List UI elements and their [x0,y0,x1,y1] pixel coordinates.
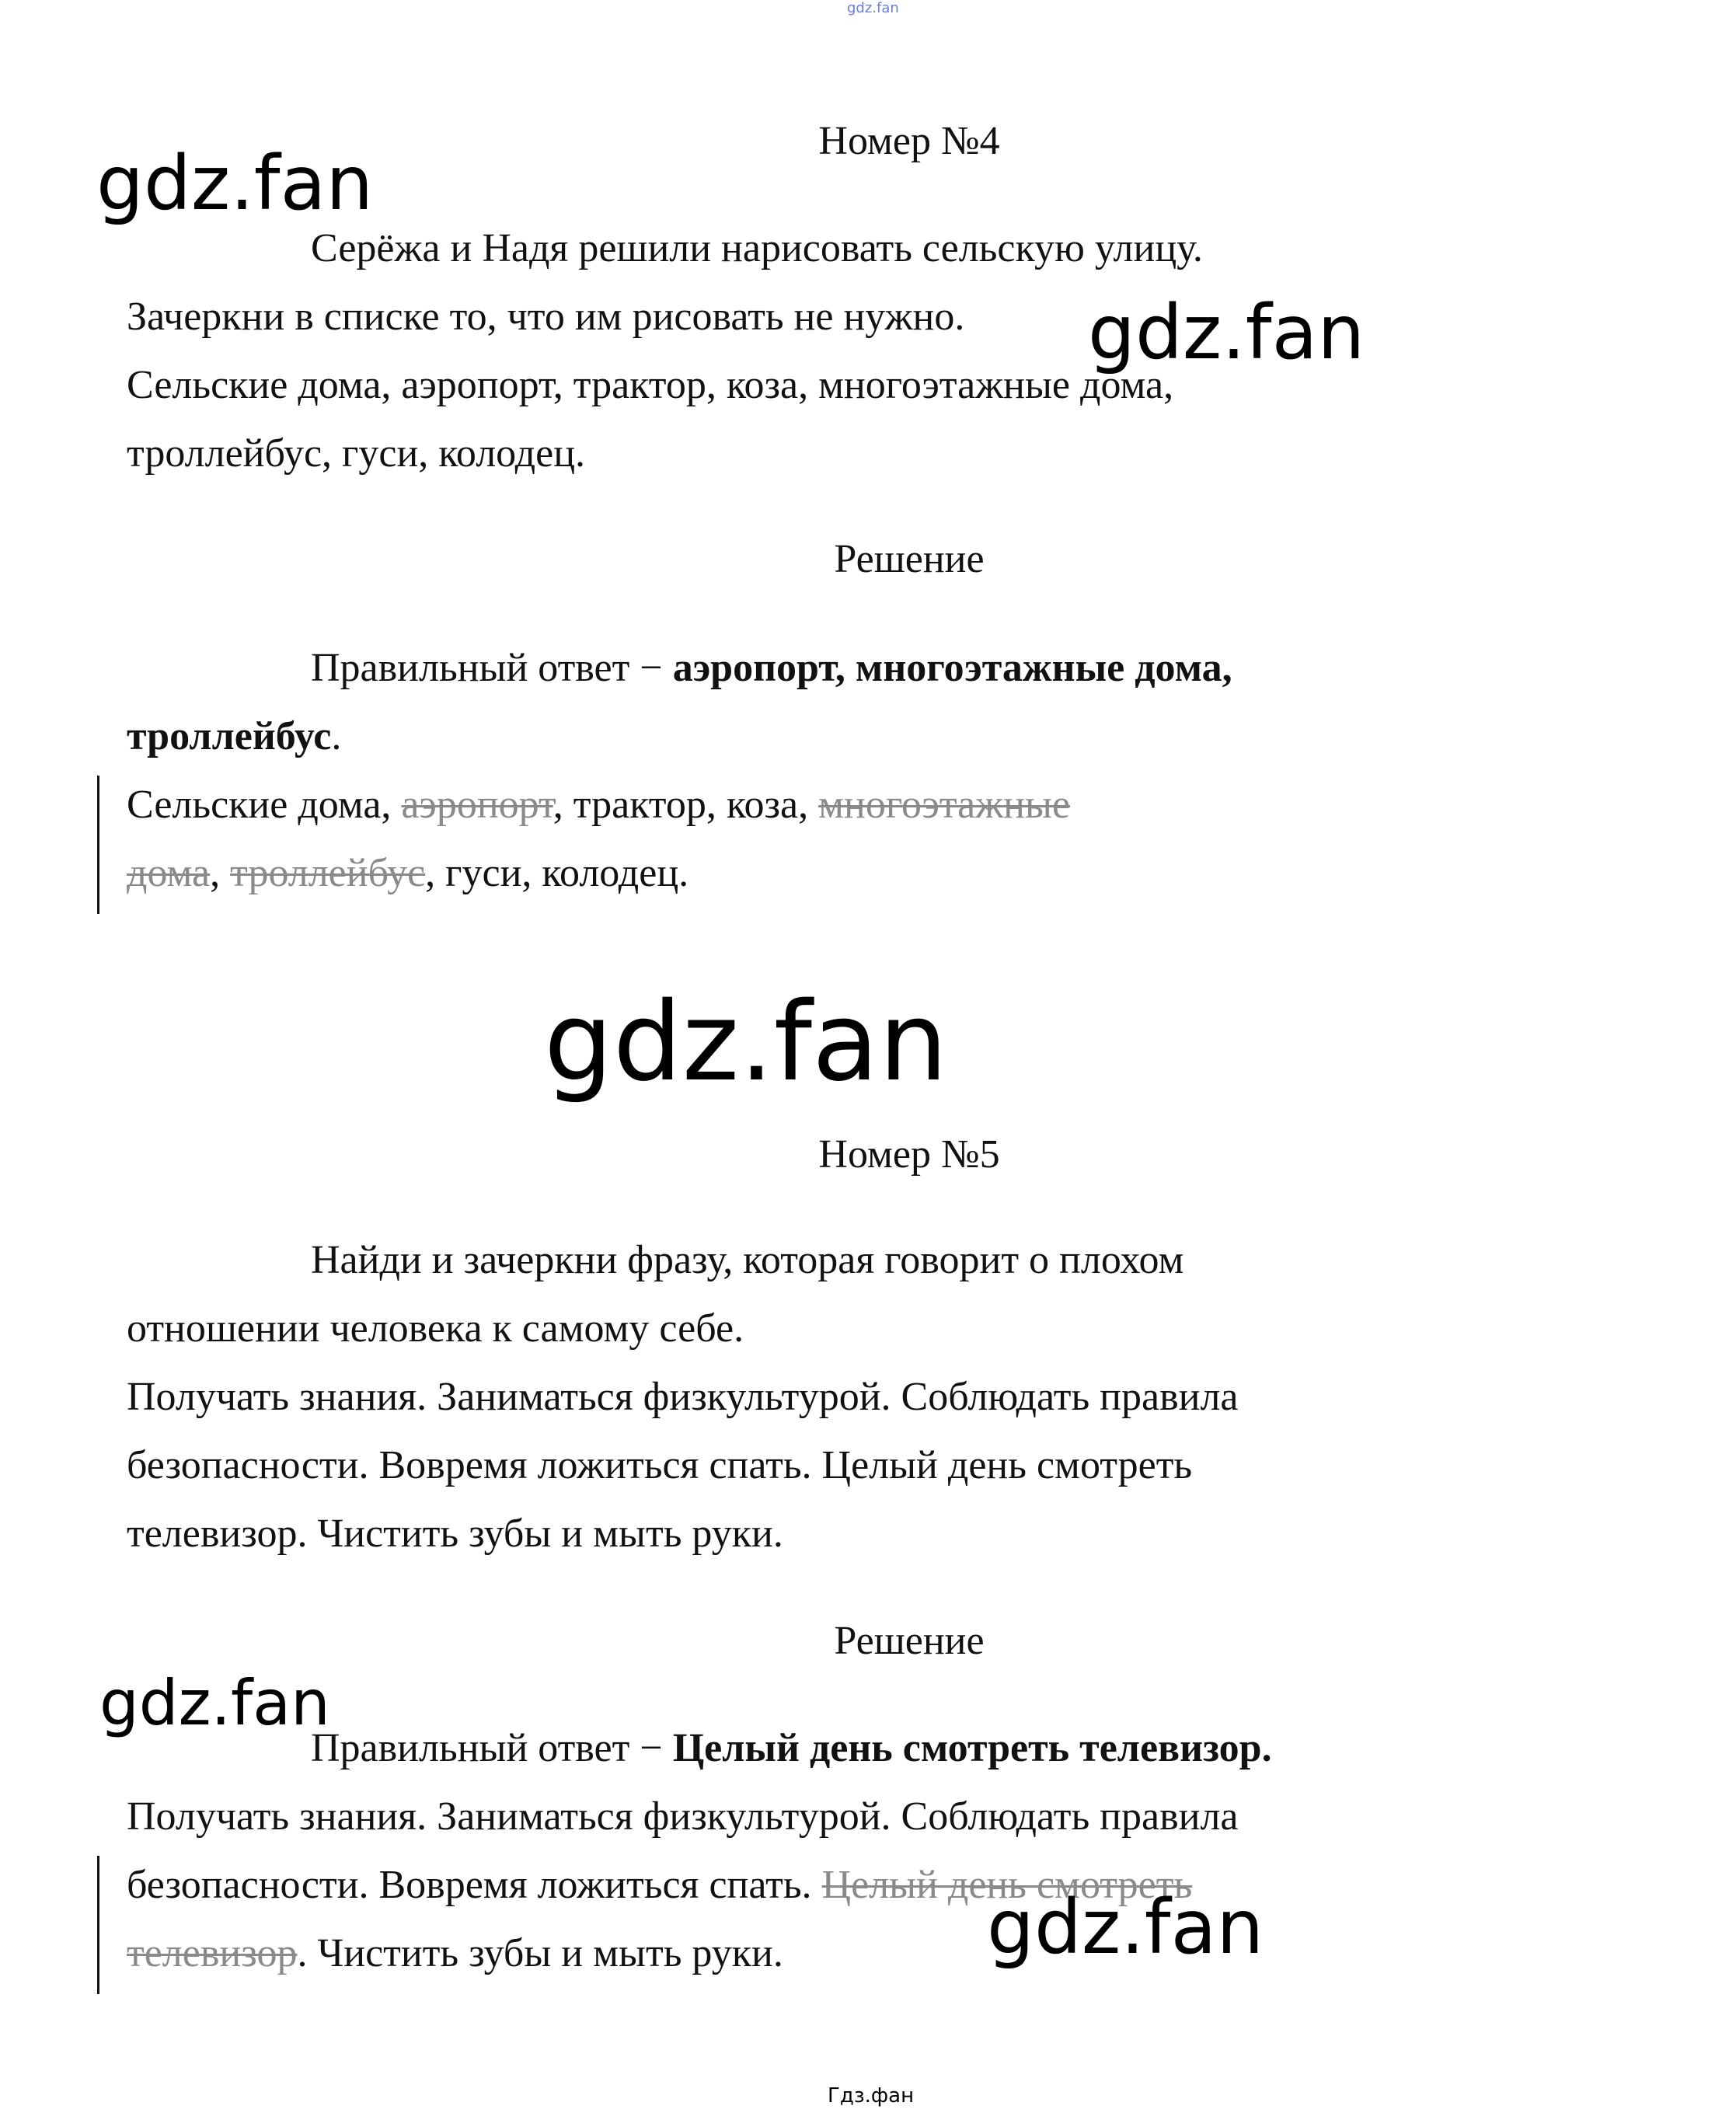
watermark: gdz.fan [96,140,374,227]
task5-solution-title: Решение [834,1619,985,1663]
task5-change-bar [97,1856,99,1994]
task5-list-line1: Получать знания. Заниматься физкультурой. Соблюдать правила [127,1375,1239,1419]
task5-intro-line2: отношении человека к самому себе. [127,1306,744,1351]
task4-answer-bold1: аэропорт, многоэтажные дома, [672,646,1232,690]
task4-intro-line2: Зачеркни в списке то, что им рисовать не нужно. [127,295,965,339]
task4-marked-text2: , трактор, коза, [553,783,819,827]
task4-marked-line2 [127,850,688,897]
task4-marked-text1: Сельские дома, [127,783,402,827]
task5-marked-text1: безопасности. Вовремя ложиться спать. [127,1863,822,1907]
watermark: gdz.fan [99,1667,330,1739]
task4-struck-airport: аэропорт [401,783,553,827]
watermark: gdz.fan [987,1884,1264,1971]
task4-change-bar [97,776,99,914]
task4-marked-text4: , гуси, колодец. [425,851,689,895]
task5-struck-tv: телевизор [127,1931,298,1975]
task4-answer-end: . [331,714,342,758]
footer-mark: Гдз.фан [828,2084,915,2108]
task5-title: Номер №5 [818,1132,1000,1177]
watermark: gdz.fan [544,979,948,1106]
task4-struck-multistorey: многоэтажные [818,783,1071,827]
task4-answer-line2 [127,713,341,760]
task5-answer-line [311,1725,1272,1772]
task4-struck-houses: дома [127,851,211,895]
task4-title: Номер №4 [818,119,1000,163]
task5-marked-line3 [127,1930,783,1977]
task5-intro-line1: Найди и зачеркни фразу, которая говорит о плохом [311,1238,1184,1282]
task4-answer-prefix: Правильный ответ − [311,646,663,690]
task4-marked-line1 [127,782,1070,828]
task4-marked-text3: , [210,851,231,895]
task4-intro-line1: Серёжа и Надя решили нарисовать сельскую улицу. [311,226,1203,270]
task5-list-line2: безопасности. Вовремя ложиться спать. Целый день смотреть [127,1443,1193,1487]
task5-marked-line1: Получать знания. Заниматься физкультурой. Соблюдать правила [127,1794,1239,1839]
task4-answer-bold2: троллейбус [127,714,332,758]
task4-struck-trolleybus: троллейбус [230,851,426,895]
task5-answer-prefix: Правильный ответ − [311,1726,663,1770]
watermark: gdz.fan [1088,289,1365,376]
task5-marked-text2: . Чистить зубы и мыть руки. [297,1931,783,1975]
task4-list-line1: Сельские дома, аэропорт, трактор, коза, многоэтажные дома, [127,363,1174,407]
task5-struck-watch-tv: Целый день смотреть [821,1863,1193,1907]
header-mark: gdz.fan [847,0,899,16]
task5-list-line3: телевизор. Чистить зубы и мыть руки. [127,1512,783,1556]
task4-solution-title: Решение [834,537,985,581]
task4-list-line2: троллейбус, гуси, колодец. [127,431,586,476]
task5-answer-bold: Целый день смотреть телевизор. [672,1726,1272,1770]
task4-answer-line1 [311,645,1232,692]
